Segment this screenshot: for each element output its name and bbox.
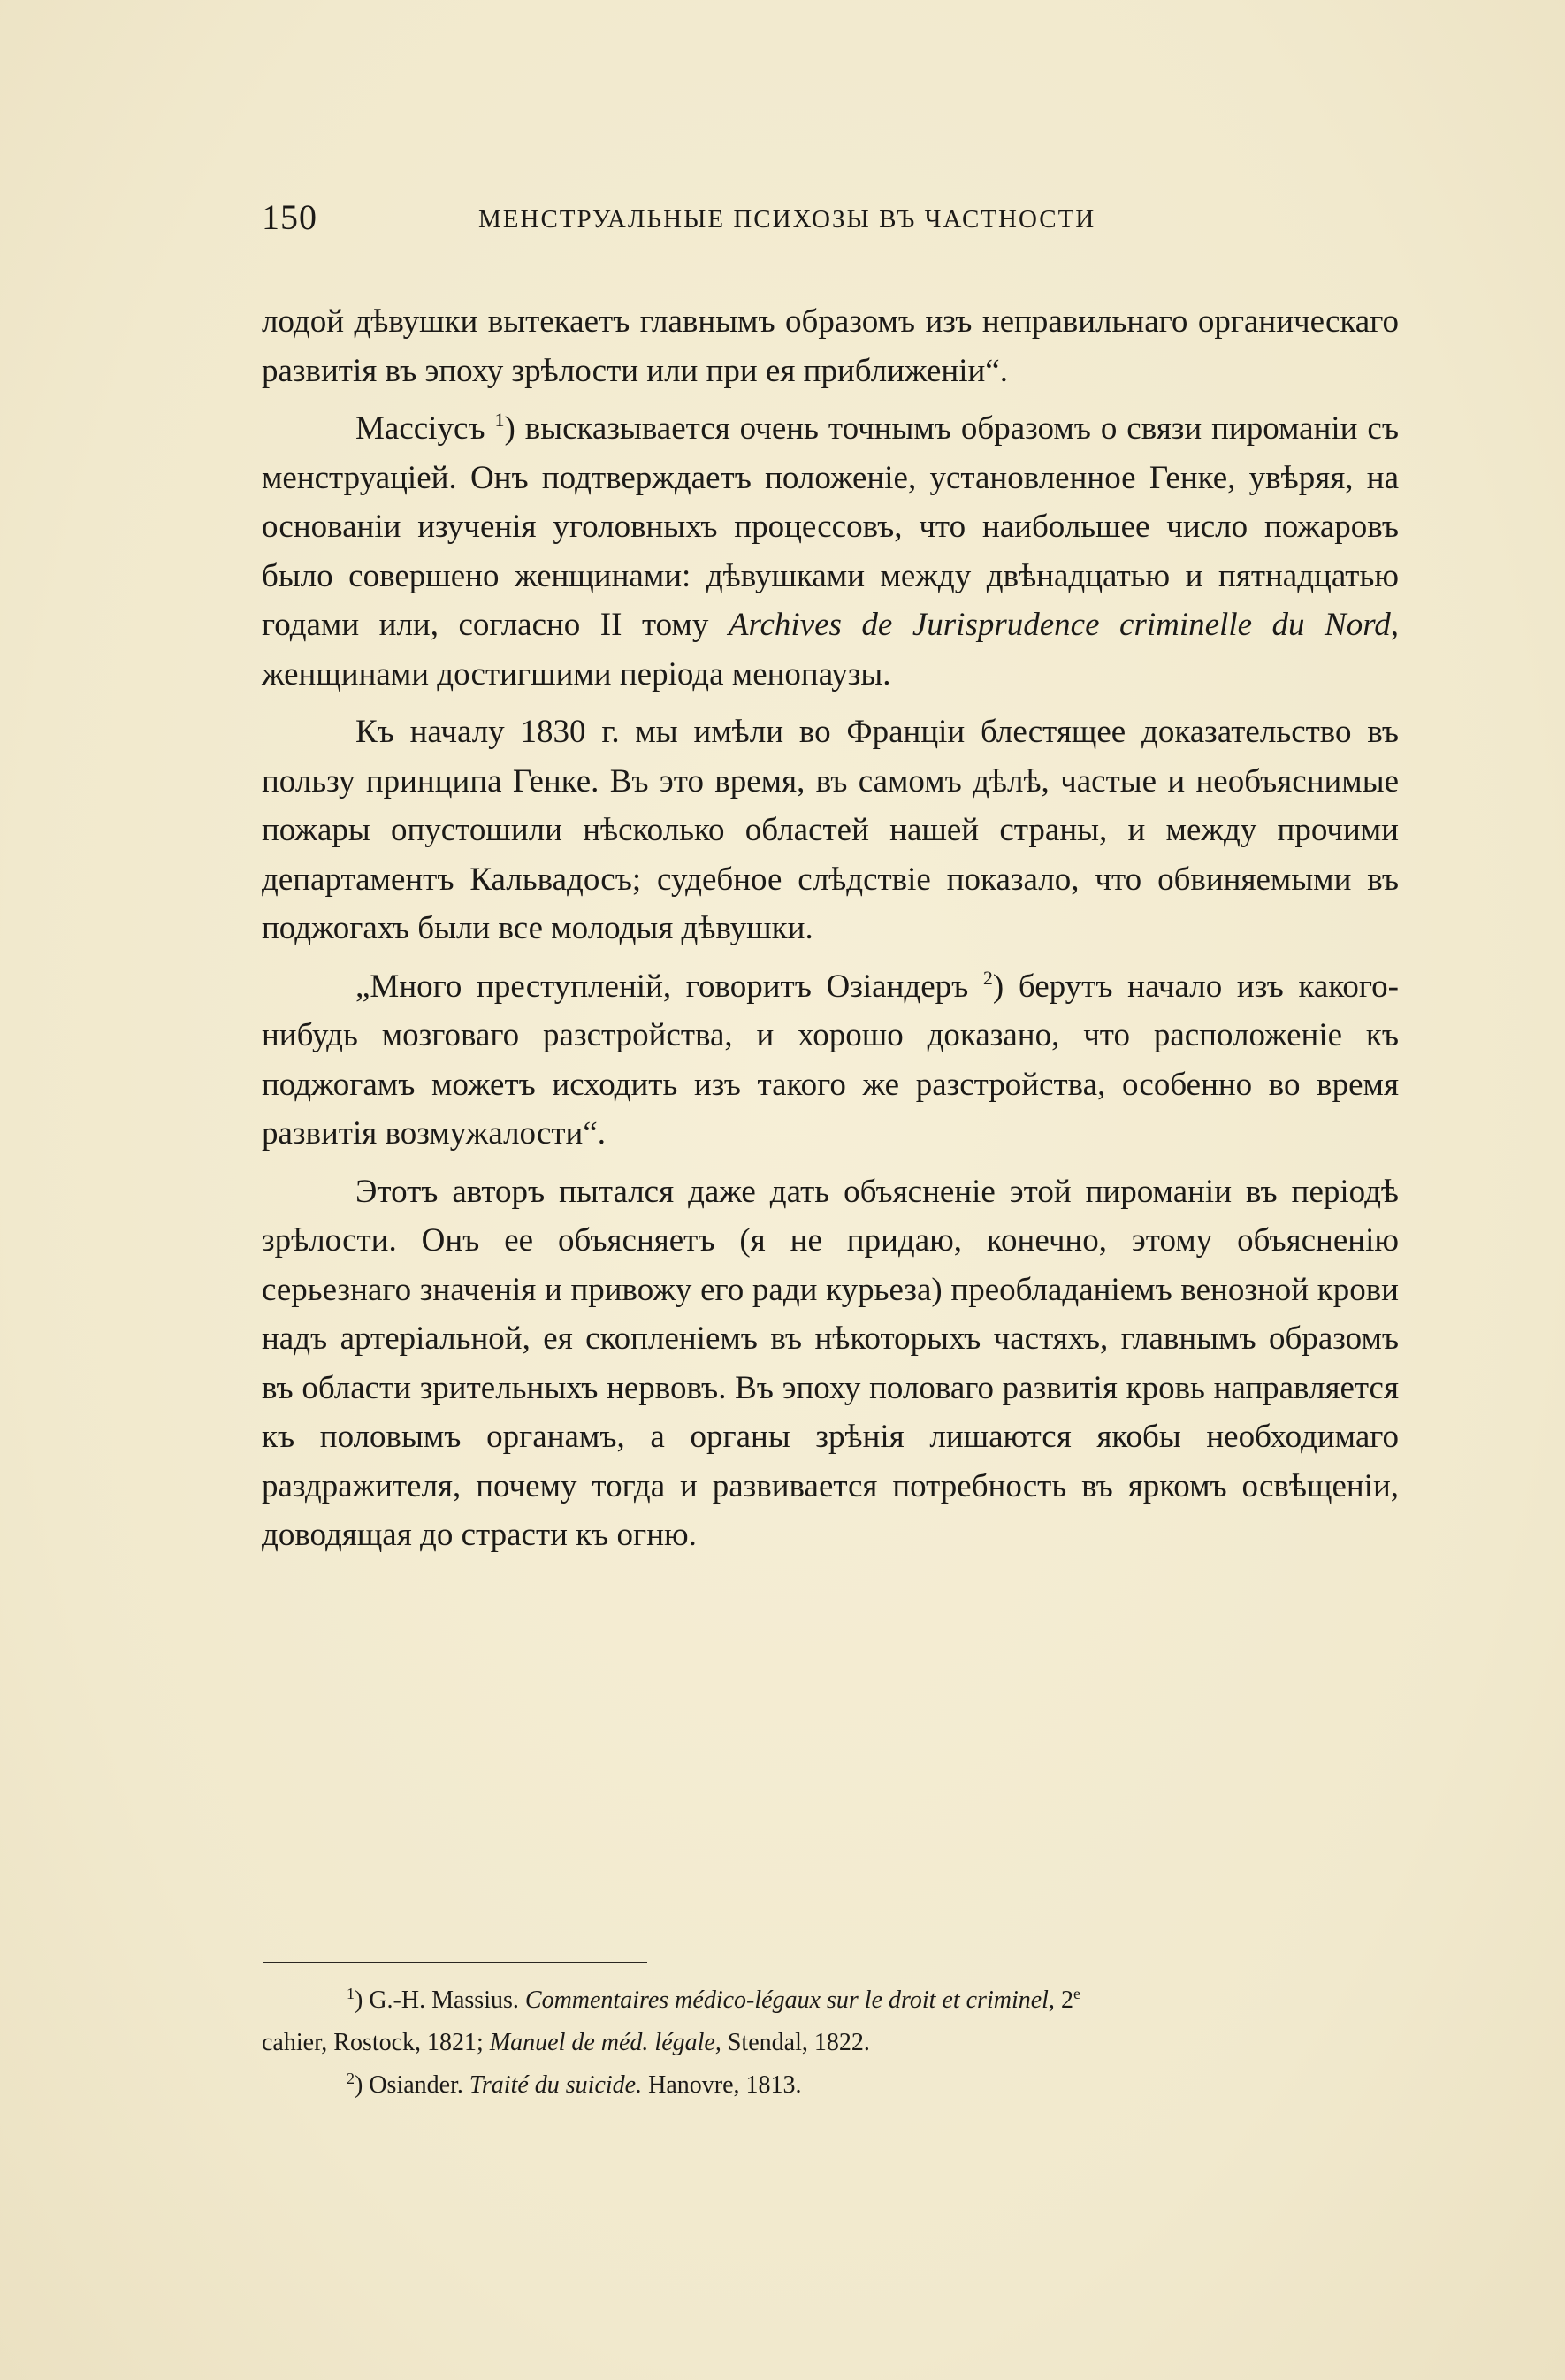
- paragraph-2: [262, 404, 1399, 699]
- footnote-2-rest: Hanovre, 1813.: [642, 2071, 802, 2099]
- paragraph-2-text-c: , женщинами достигшими періода менопаузы.: [262, 607, 1399, 693]
- footnote-2-title: Traité du suicide.: [469, 2071, 643, 2099]
- footnote-2: [262, 2064, 1399, 2107]
- footnote-1-line2-b: Stendal, 1822.: [721, 2029, 870, 2056]
- footnote-1-title-2: Manuel de méd. légale,: [489, 2029, 721, 2056]
- footnote-1-mark: 1: [347, 1985, 355, 2002]
- footnotes: [262, 1979, 1399, 2107]
- page-header: [262, 196, 1181, 241]
- footnote-1-line2-a: cahier, Rostock, 1821;: [262, 2029, 490, 2056]
- footnote-1-edition: 2: [1054, 1986, 1073, 2014]
- footnote-1-continued: [262, 2022, 1399, 2064]
- paragraph-2-text-b: ) высказывается очень точнымъ образомъ о связи пироманіи съ менструаціей. Онъ подтверждаетъ положеніе, установленное Генке, увѣряя, на основаніи изученія уголовныхъ процессовъ, что наибольшее число пожаровъ было совершено женщинами: дѣвушками между двѣнадцатью и пятнадцатью годами или, согласно II тому: [262, 410, 1399, 643]
- footnote-1-title: Commentaires médico-légaux sur le droit et criminel,: [524, 1986, 1055, 2014]
- paragraph-1: лодой дѣвушки вытекаетъ главнымъ образомъ изъ неправильнаго органическаго развитія въ эпоху зрѣлости или при ея приближеніи“.: [262, 303, 1399, 389]
- journal-title: Archives de Jurisprudence criminelle du Nord: [728, 607, 1391, 643]
- footnote-1-edition-sup: e: [1073, 1985, 1080, 2002]
- footnote-2-mark: 2: [347, 2070, 355, 2087]
- paragraph-4-text-a: „Много преступленій, говоритъ Озіандеръ: [355, 968, 983, 1005]
- footnote-divider: [263, 1962, 647, 1963]
- paragraph-4: [262, 962, 1399, 1159]
- footnote-1: [262, 1979, 1399, 2022]
- paragraph-4-text-b: ) берутъ начало изъ какого-нибудь мозговаго разстройства, и хорошо доказано, что расположеніе къ поджогамъ можетъ исходить изъ такого же разстройства, особенно во время развитія возмужалости“.: [262, 968, 1399, 1152]
- paragraph-3: Къ началу 1830 г. мы имѣли во Франціи блестящее доказательство въ пользу принципа Генке. Въ это время, въ самомъ дѣлѣ, частые и необъяснимые пожары опустошили нѣсколько областей нашей страны, и между прочими департаментъ Кальвадосъ; судебное слѣдствіе показало, что обвиняемыми въ поджогахъ были все молодыя дѣвушки.: [262, 714, 1399, 946]
- footnote-2-author: ) Osiander.: [355, 2071, 470, 2099]
- footnote-ref-1: 1: [494, 409, 505, 431]
- paragraph-5: Этотъ авторъ пытался даже дать объясненіе этой пироманіи въ періодѣ зрѣлости. Онъ ее объясняетъ (я не придаю, конечно, этому объясненію серьезнаго значенія и привожу его ради курьеза) преобладаніемъ венозной крови надъ артеріальной, ея скопленіемъ въ нѣкоторыхъ частяхъ, главнымъ образомъ въ области зрительныхъ нервовъ. Въ эпоху половаго развитія кровь направляется къ половымъ органамъ, а органы зрѣнія лишаются якобы необходимаго раздражителя, почему тогда и развивается потребность въ яркомъ освѣщеніи, доводящая до страсти къ огню.: [262, 1173, 1399, 1553]
- footnote-ref-2: 2: [982, 966, 993, 989]
- running-title: МЕНСТРУАЛЬНЫЕ ПСИХОЗЫ ВЪ ЧАСТНОСТИ: [478, 205, 1096, 233]
- footnote-1-author: ) G.-H. Massius.: [355, 1986, 525, 2014]
- body-text: [262, 297, 1399, 1560]
- paragraph-2-text-a: Массіусъ: [355, 410, 495, 447]
- page-number: 150: [262, 197, 317, 237]
